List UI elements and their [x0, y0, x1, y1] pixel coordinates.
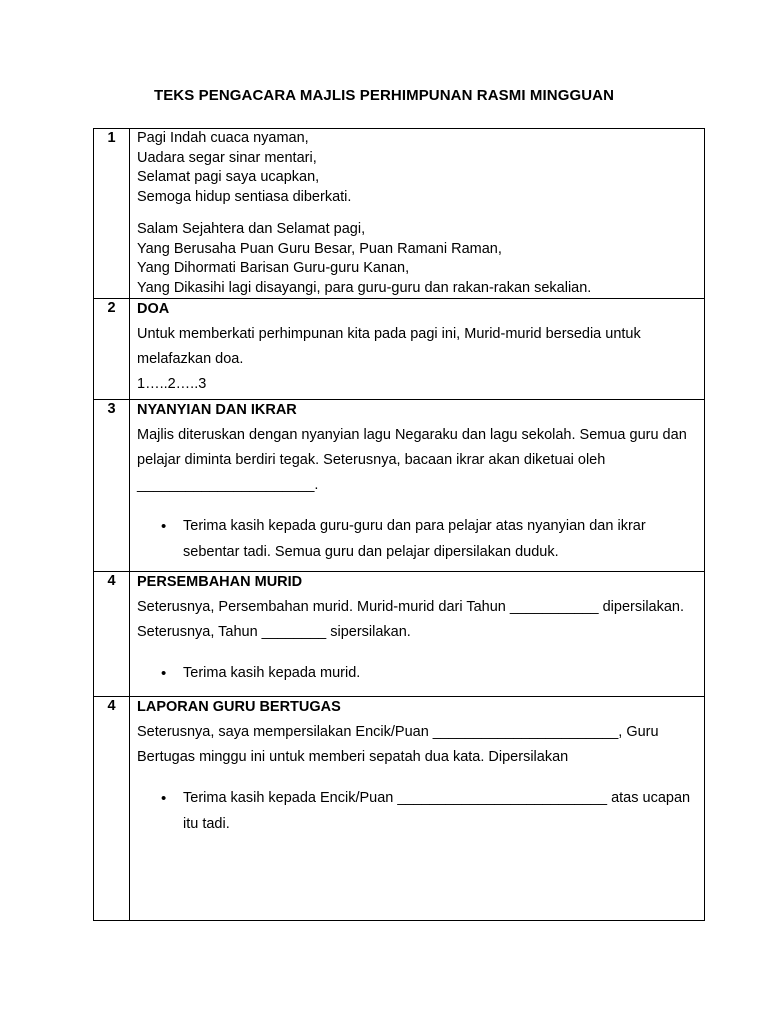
verse-line: Selamat pagi saya ucapkan,	[137, 169, 320, 185]
bullet-list	[137, 786, 698, 837]
table-row	[94, 129, 705, 299]
section-body: Majlis diteruskan dengan nyanyian lagu Negaraku dan lagu sekolah. Semua guru dan pelajar diminta berdiri tegak. Seterusnya, bacaan ikrar akan diketuai oleh ______________________.	[137, 427, 687, 493]
greeting-block	[137, 220, 698, 298]
greeting-line: Yang Dikasihi lagi disayangi, para guru-guru dan rakan-rakan sekalian.	[137, 279, 592, 296]
row-number: 4	[94, 572, 130, 697]
section-body: Seterusnya, Persembahan murid. Murid-murid dari Tahun ___________ dipersilakan. Seterusnya, Tahun ________ sipersilakan.	[137, 599, 685, 640]
row-number: 2	[94, 299, 130, 400]
section-heading: DOA	[137, 301, 170, 317]
bullet-item: • Terima kasih kepada guru-guru dan para pelajar atas nyanyian dan ikrar sebentar tadi. Semua guru dan pelajar dipersilakan duduk.	[183, 514, 698, 565]
verse-line: Uadara segar sinar mentari,	[137, 149, 317, 166]
table-row	[94, 697, 705, 921]
greeting-line: Yang Dihormati Barisan Guru-guru Kanan,	[137, 260, 410, 276]
section-heading: NYANYIAN DAN IKRAR	[137, 402, 297, 418]
section-heading: LAPORAN GURU BERTUGAS	[137, 699, 341, 715]
row-number: 3	[94, 400, 130, 572]
section-body: Untuk memberkati perhimpunan kita pada pagi ini, Murid-murid bersedia untuk melafazkan doa.	[137, 326, 641, 367]
opening-verse	[137, 129, 698, 207]
row-content	[130, 129, 705, 299]
greeting-line: Salam Sejahtera dan Selamat pagi,	[137, 221, 366, 237]
verse-line: Semoga hidup sentiasa diberkati.	[137, 188, 352, 205]
verse-line: Pagi Indah cuaca nyaman,	[137, 130, 309, 146]
bullet-list	[137, 514, 698, 565]
row-content	[130, 400, 705, 572]
table-row	[94, 400, 705, 572]
count-text: 1…..2…..3	[137, 376, 207, 392]
table-row	[94, 299, 705, 400]
bullet-item: • Terima kasih kepada murid.	[183, 661, 698, 687]
page-title: TEKS PENGACARA MAJLIS PERHIMPUNAN RASMI MINGGUAN	[153, 87, 615, 104]
table-row	[94, 572, 705, 697]
row-content	[130, 697, 705, 921]
row-content	[130, 572, 705, 697]
section-body: Seterusnya, saya mempersilakan Encik/Puan _______________________, Guru Bertugas minggu ini untuk memberi sepatah dua kata. Dipersilakan	[137, 724, 659, 765]
greeting-line: Yang Berusaha Puan Guru Besar, Puan Ramani Raman,	[137, 240, 502, 257]
programme-table	[93, 128, 705, 921]
section-heading: PERSEMBAHAN MURID	[137, 574, 303, 590]
bullet-list	[137, 661, 698, 687]
row-number: 4	[94, 697, 130, 921]
bullet-item: • Terima kasih kepada Encik/Puan __________________________ atas ucapan itu tadi.	[183, 786, 698, 837]
row-number: 1	[94, 129, 130, 299]
row-content	[130, 299, 705, 400]
